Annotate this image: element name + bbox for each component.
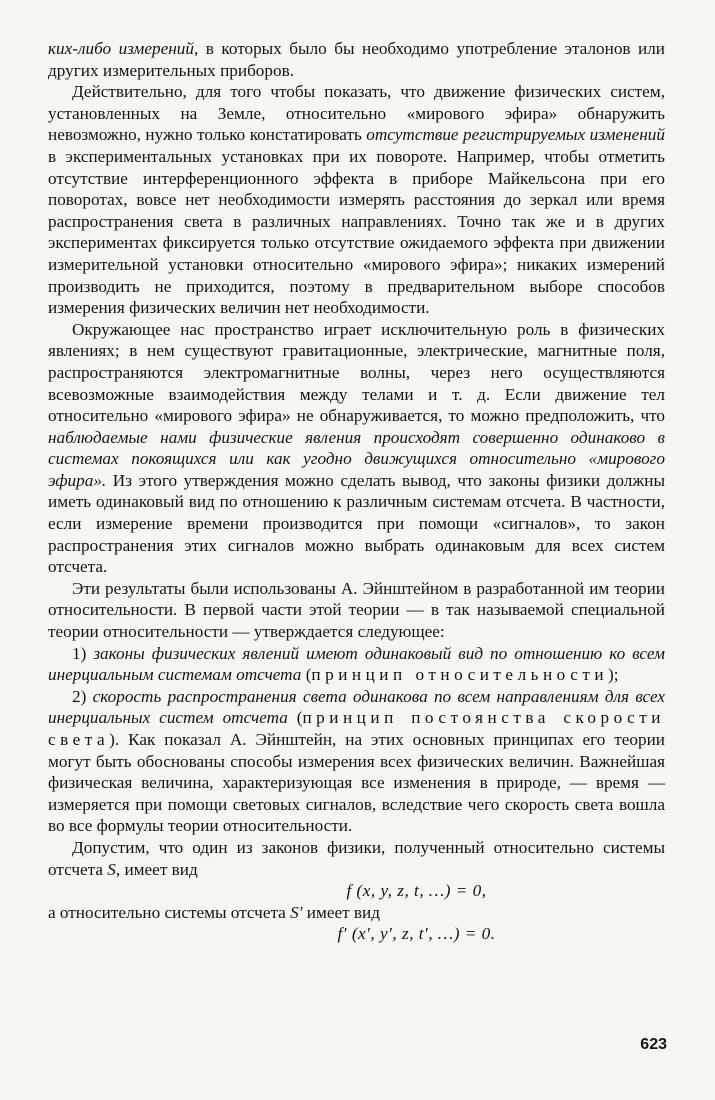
text-run: ). Как показал А. Эйнштейн, на этих основных принципах его теории могут быть обоснованы способы измерения всех физических величин. Важнейшая физическая величина, характеризующая все изменения в природе, — время — измеряется при помощи световых сигналов, вследствие чего скорость света вошла во все формулы теории относительности.: [48, 730, 665, 836]
text-run: Окружающее нас пространство играет исключительную роль в физических явлениях; в нем существуют гравитационные, электрические, магнитные поля, распространяются электромагнитные волны, через него осуществляются всевозможные взаимодействия между телами и т. д. Если движение тел относительно «мирового эфира» не обнаруживается, то можно предположить, что: [48, 319, 665, 426]
text-run: в которых было бы необходимо употребление эталонов или других измерительных приборов.: [48, 39, 665, 80]
italic-phrase: скорость распространения света одинакова по всем направлениям для всех инерциальных систем отсчета: [48, 686, 665, 728]
text-run: Действительно, для того чтобы показать, что движение физических систем, установленных на Земле, относительно «мирового эфира» обнаружить невозможно, нужно только констатировать: [48, 82, 665, 145]
paragraph-7: [48, 837, 665, 880]
paragraph-4: [48, 578, 665, 643]
italic-phrase: отсутствие регистрируемых изменений: [366, 125, 665, 145]
text-run: (: [301, 665, 312, 685]
text-run: );: [608, 665, 619, 685]
text-run: Из этого утверждения можно сделать вывод, что законы физики должны иметь одинаковый вид по отношению к различным системам отсчета. В частности, если измерение времени производится при помощи «сигналов», то закон распространения этих сигналов можно выбрать одинаковым для всех систем отсчета.: [48, 470, 665, 577]
paragraph-1: [48, 38, 665, 81]
text-run: (: [287, 708, 303, 728]
principle-1: [48, 643, 665, 686]
list-number: 2): [72, 686, 93, 706]
formula-2: f′ (x′, y′, z, t′, …) = 0.: [337, 924, 496, 944]
spaced-term: принцип постоянства скорости света: [48, 708, 665, 749]
symbol-s: S: [107, 859, 116, 879]
text-run: Эти результаты были использованы А. Эйнштейном в разработанной им теории относительности. В первой части этой теории — в так называемой специальной теории относительности — утверждается следующее:: [48, 578, 665, 642]
paragraph-8: [48, 902, 665, 924]
paragraph-2: [48, 81, 665, 319]
text-run: а относительно системы отсчета: [48, 902, 291, 922]
text-run: Допустим, что один из законов физики, полученный относительно системы отсчета: [48, 837, 665, 879]
text-run: в экспериментальных установках при их повороте. Например, чтобы отметить отсутствие интерференционного эффекта в приборе Майкельсона при его поворотах, вовсе нет необходимости измерять расстояния до зеркал или время распространения света в различных направлениях. Точно так же и в других экспериментах фиксируется только отсутствие ожидаемого эффекта при движении измерительной установки относительно «мирового эфира»; никаких измерений производить не приходится, поэтому в предварительном выборе способов измерения физических величин нет необходимости.: [48, 146, 665, 318]
text-run: имеет вид: [302, 902, 380, 922]
text-run: , имеет вид: [115, 859, 198, 879]
body-text: [48, 38, 665, 945]
list-number: 1): [72, 643, 94, 663]
italic-phrase: наблюдаемые нами физические явления происходят совершенно одинаково в системах покоящихся или как угодно движущихся относительно «мирового эфира».: [48, 427, 665, 490]
paragraph-3: [48, 319, 665, 578]
symbol-s-prime: S′: [290, 902, 303, 922]
italic-phrase: законы физических явлений имеют одинаковый вид по отношению ко всем инерциальным системам отсчета: [48, 643, 665, 685]
formula-1: f (x, y, z, t, …) = 0,: [346, 881, 487, 901]
spaced-term: принцип относительности: [311, 665, 609, 685]
page-number: 623: [640, 1036, 667, 1053]
italic-phrase: ких-либо измерений,: [48, 39, 199, 58]
principle-2: [48, 686, 665, 837]
